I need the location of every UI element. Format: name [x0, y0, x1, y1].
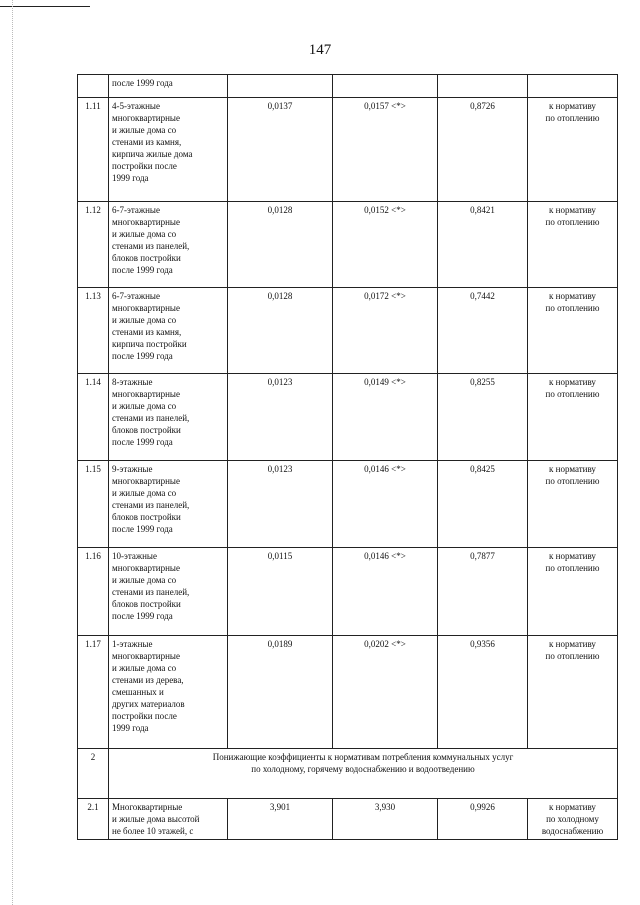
table-row — [78, 202, 618, 288]
row-note: к нормативу по отоплению — [528, 548, 618, 636]
row-value-3: 0,9356 — [438, 636, 528, 749]
row-description: 8-этажные многоквартирные и жилые дома со стенами из панелей, блоков постройки после 1999 года — [109, 374, 228, 461]
row-value-3: 0,8425 — [438, 461, 528, 548]
row-value-2: 0,0172 <*> — [333, 288, 438, 374]
table-row — [78, 636, 618, 749]
row-value-1: 0,0128 — [228, 288, 333, 374]
row-value-2: 0,0149 <*> — [333, 374, 438, 461]
row-value-3: 0,8726 — [438, 98, 528, 202]
row-value-3: 0,7442 — [438, 288, 528, 374]
row-note: к нормативу по холодному водоснабжению — [528, 799, 618, 840]
table-row — [78, 799, 618, 840]
row-value-2: 3,930 — [333, 799, 438, 840]
top-rule — [0, 6, 90, 7]
row-note: к нормативу по отоплению — [528, 202, 618, 288]
row-value-3: 0,9926 — [438, 799, 528, 840]
row-note: к нормативу по отоплению — [528, 461, 618, 548]
row-value-1: 0,0137 — [228, 98, 333, 202]
section-header-row — [78, 749, 618, 799]
row-value-1: 0,0123 — [228, 461, 333, 548]
section-number: 2 — [78, 749, 109, 799]
row-value-1: 0,0128 — [228, 202, 333, 288]
row-description: 9-этажные многоквартирные и жилые дома со стенами из панелей, блоков постройки после 1999 года — [109, 461, 228, 548]
row-value-1: 0,0115 — [228, 548, 333, 636]
row-description: после 1999 года — [109, 75, 228, 98]
row-note: к нормативу по отоплению — [528, 98, 618, 202]
row-value-3: 0,8255 — [438, 374, 528, 461]
row-value-3: 0,7877 — [438, 548, 528, 636]
row-description: 6-7-этажные многоквартирные и жилые дома со стенами из панелей, блоков постройки после 1999 года — [109, 202, 228, 288]
row-value-2: 0,0146 <*> — [333, 461, 438, 548]
row-description: Многоквартирные и жилые дома высотой не более 10 этажей, с — [109, 799, 228, 840]
row-note: к нормативу по отоплению — [528, 288, 618, 374]
table-row — [78, 548, 618, 636]
row-description: 1-этажные многоквартирные и жилые дома со стенами из дерева, смешанных и других материалов постройки после 1999 года — [109, 636, 228, 749]
table-row — [78, 288, 618, 374]
row-number: 1.11 — [78, 98, 109, 202]
row-description: 6-7-этажные многоквартирные и жилые дома со стенами из камня, кирпича постройки после 1999 года — [109, 288, 228, 374]
page-number: 147 — [308, 42, 332, 58]
row-description: 4-5-этажные многоквартирные и жилые дома со стенами из камня, кирпича жилые дома постройки после 1999 года — [109, 98, 228, 202]
table-row — [78, 98, 618, 202]
row-number: 1.12 — [78, 202, 109, 288]
row-note: к нормативу по отоплению — [528, 374, 618, 461]
scan-edge — [12, 0, 13, 905]
row-value-2: 0,0157 <*> — [333, 98, 438, 202]
row-number: 1.17 — [78, 636, 109, 749]
row-number: 1.13 — [78, 288, 109, 374]
row-value-2: 0,0152 <*> — [333, 202, 438, 288]
row-value-1: 3,901 — [228, 799, 333, 840]
row-value-3: 0,8421 — [438, 202, 528, 288]
coefficients-table — [77, 74, 618, 840]
row-description: 10-этажные многоквартирные и жилые дома со стенами из панелей, блоков постройки после 1999 года — [109, 548, 228, 636]
table-row — [78, 374, 618, 461]
row-number: 1.15 — [78, 461, 109, 548]
row-value-1: 0,0189 — [228, 636, 333, 749]
row-note: к нормативу по отоплению — [528, 636, 618, 749]
table-row-continued — [78, 75, 618, 98]
row-value-2: 0,0146 <*> — [333, 548, 438, 636]
row-number: 2.1 — [78, 799, 109, 840]
row-value-2: 0,0202 <*> — [333, 636, 438, 749]
row-number: 1.16 — [78, 548, 109, 636]
table-row — [78, 461, 618, 548]
section-title: Понижающие коэффициенты к нормативам потребления коммунальных услуг по холодному, горячему водоснабжению и водоотведению — [109, 749, 618, 799]
row-value-1: 0,0123 — [228, 374, 333, 461]
row-number: 1.14 — [78, 374, 109, 461]
